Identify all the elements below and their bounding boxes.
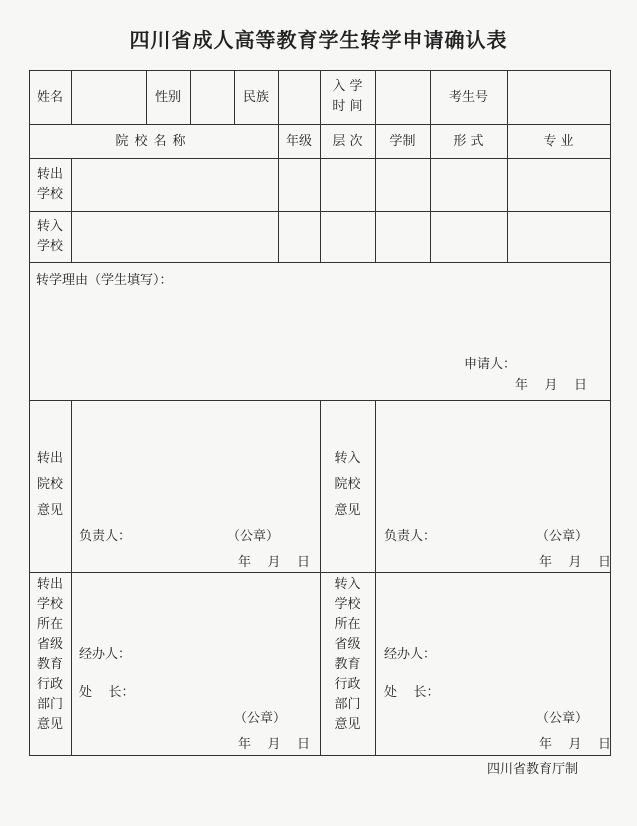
header-level: 层 次 <box>332 133 363 149</box>
label-in-opinion: 转入 院校 意见 <box>334 451 361 518</box>
transfer-form-table <box>29 70 611 756</box>
label-name: 姓名 <box>36 89 63 105</box>
label-gender: 性别 <box>154 89 181 105</box>
form-title: 四川省成人高等教育学生转学申请确认表 <box>129 28 508 52</box>
label-exam-no: 考生号 <box>448 89 488 105</box>
name-field[interactable] <box>72 70 146 124</box>
in-seal-label: （公章） <box>536 529 589 544</box>
out-handler-label: 经办人： <box>79 647 132 662</box>
reason-label: 转学理由（学生填写）： <box>36 273 173 288</box>
exam-no-field[interactable] <box>508 70 610 124</box>
header-grade: 年级 <box>285 133 312 149</box>
in-opinion-date: 年 月 日 <box>539 555 612 570</box>
out-director-label: 处 长： <box>79 685 135 700</box>
out-school-name-field[interactable] <box>72 159 278 211</box>
header-major: 专 业 <box>543 133 574 149</box>
out-seal-label: （公章） <box>227 529 280 544</box>
in-school-name-field[interactable] <box>72 212 278 262</box>
rule-col <box>71 400 72 756</box>
label-out-dept: 转出 学校 所在 省级 教育 行政 部门 意见 <box>36 577 63 732</box>
ethnicity-field[interactable] <box>279 70 320 124</box>
out-dept-date: 年 月 日 <box>238 737 311 752</box>
in-handler-label: 经办人： <box>384 647 437 662</box>
enroll-time-field[interactable] <box>376 70 430 124</box>
label-enroll-time: 入 学 时 间 <box>332 79 363 114</box>
in-dept-seal: （公章） <box>536 711 589 726</box>
out-dept-seal: （公章） <box>234 711 287 726</box>
header-form: 形 式 <box>453 133 484 149</box>
label-ethnicity: 民族 <box>242 89 269 105</box>
out-responsible-label: 负责人： <box>79 529 132 544</box>
in-dept-date: 年 月 日 <box>539 737 612 752</box>
out-opinion-date: 年 月 日 <box>238 555 311 570</box>
reason-date: 年 月 日 <box>515 378 588 393</box>
in-director-label: 处 长： <box>384 685 440 700</box>
label-in-school: 转入 学校 <box>36 218 63 254</box>
gender-field[interactable] <box>191 70 234 124</box>
header-duration: 学制 <box>389 133 416 149</box>
applicant-label: 申请人： <box>464 357 517 372</box>
issuer-footer: 四川省教育厅制 <box>487 762 579 777</box>
table-border-right <box>610 70 611 756</box>
label-out-school: 转出 学校 <box>36 166 63 202</box>
rule-row4 <box>29 262 611 263</box>
label-in-dept: 转入 学校 所在 省级 教育 行政 部门 意见 <box>334 577 361 732</box>
rule-col <box>375 400 376 756</box>
in-responsible-label: 负责人： <box>384 529 437 544</box>
label-out-opinion: 转出 院校 意见 <box>36 451 63 518</box>
header-school-name: 院校名称 <box>115 133 192 149</box>
